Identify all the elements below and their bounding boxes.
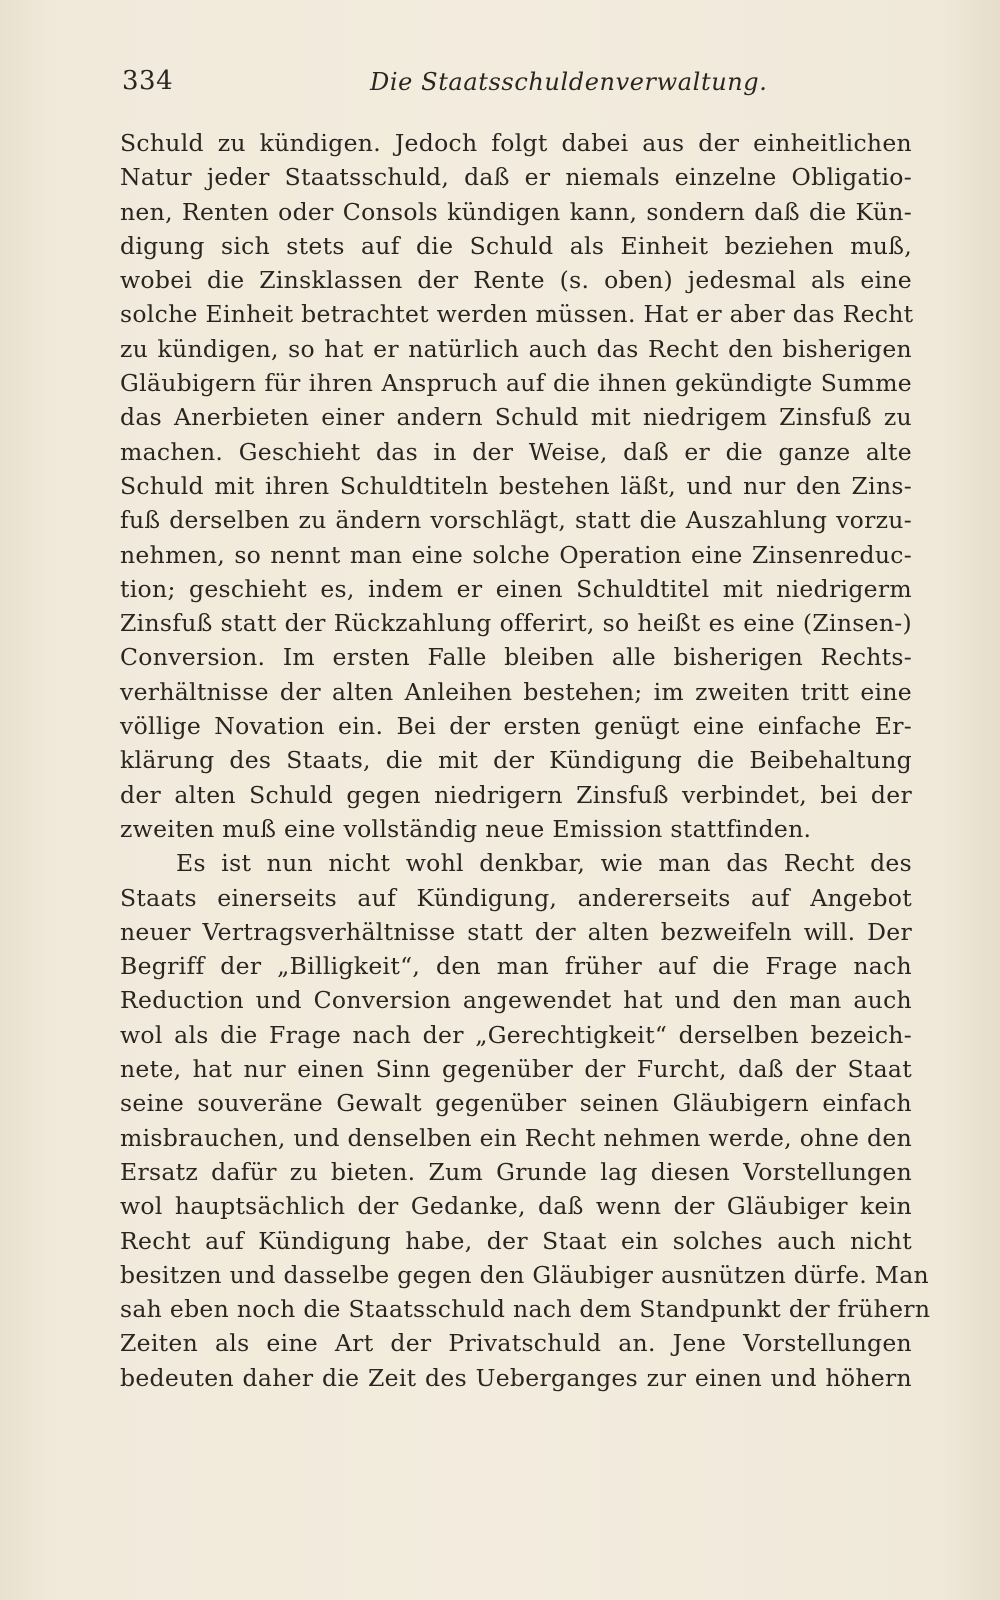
text-line: seine souveräne Gewalt gegenüber seinen Gläubigern einfach xyxy=(120,1089,912,1118)
text-line: Ersatz dafür zu bieten. Zum Grunde lag diesen Vorstellungen xyxy=(120,1157,912,1186)
text-line: Conversion. Im ersten Falle bleiben alle bisherigen Rechts- xyxy=(120,643,912,672)
text-line: der alten Schuld gegen niedrigern Zinsfuß verbindet, bei der xyxy=(120,780,912,809)
text-line: völlige Novation ein. Bei der ersten genügt eine einfache Er- xyxy=(120,712,912,741)
text-line: wol hauptsächlich der Gedanke, daß wenn der Gläubiger kein xyxy=(120,1192,912,1221)
body-text xyxy=(120,126,931,1395)
text-line: misbrauchen, und denselben ein Recht nehmen werde, ohne den xyxy=(120,1123,913,1152)
page-number: 334 xyxy=(122,66,174,96)
paragraph-start-line: Es ist nun nicht wohl denkbar, wie man das Recht des xyxy=(176,849,912,878)
text-line: wol als die Frage nach der „Gerechtigkeit“ derselben bezeich- xyxy=(120,1020,912,1049)
text-line: Reduction und Conversion angewendet hat und den man auch xyxy=(120,986,912,1015)
text-line: zu kündigen, so hat er natürlich auch das Recht den bisherigen xyxy=(120,334,912,363)
text-line: solche Einheit betrachtet werden müssen. Hat er aber das Recht xyxy=(120,300,914,329)
running-title: Die Staatsschuldenverwaltung. xyxy=(370,68,768,96)
text-line: fuß derselben zu ändern vorschlägt, statt die Auszahlung vorzu- xyxy=(120,506,912,535)
text-line: digung sich stets auf die Schuld als Einheit beziehen muß, xyxy=(120,231,912,260)
text-line: klärung des Staats, die mit der Kündigung die Beibehaltung xyxy=(120,746,912,775)
text-line: Recht auf Kündigung habe, der Staat ein solches auch nicht xyxy=(120,1226,912,1255)
text-line: Schuld zu kündigen. Jedoch folgt dabei aus der einheitlichen xyxy=(120,129,912,157)
text-line: Natur jeder Staatsschuld, daß er niemals einzelne Obligatio- xyxy=(120,163,912,192)
text-line: neuer Vertragsverhältnisse statt der alten bezweifeln will. Der xyxy=(120,917,912,946)
text-line: Schuld mit ihren Schuldtiteln bestehen läßt, und nur den Zins- xyxy=(120,471,912,500)
text-line: nete, hat nur einen Sinn gegenüber der Furcht, daß der Staat xyxy=(120,1055,912,1084)
text-line: Gläubigern für ihren Anspruch auf die ihnen gekündigte Summe xyxy=(120,369,912,398)
text-line: nehmen, so nennt man eine solche Operation eine Zinsenreduc- xyxy=(120,540,912,569)
text-line: Staats einerseits auf Kündigung, andererseits auf Angebot xyxy=(120,883,912,912)
text-line: Zeiten als eine Art der Privatschuld an. Jene Vorstellungen xyxy=(120,1329,912,1358)
text-line: nen, Renten oder Consols kündigen kann, sondern daß die Kün- xyxy=(120,197,912,226)
text-line: machen. Geschieht das in der Weise, daß er die ganze alte xyxy=(120,437,912,466)
text-line: wobei die Zinsklassen der Rente (s. oben) jedesmal als eine xyxy=(120,266,912,295)
text-line: besitzen und dasselbe gegen den Gläubiger ausnützen dürfe. Man xyxy=(120,1260,929,1289)
text-line: verhältnisse der alten Anleihen bestehen; im zweiten tritt eine xyxy=(120,677,912,706)
text-line: tion; geschieht es, indem er einen Schuldtitel mit niedrigerm xyxy=(120,574,912,603)
text-line: Begriff der „Billigkeit“, den man früher auf die Frage nach xyxy=(120,952,912,981)
paragraph-end-line: zweiten muß eine vollständig neue Emission stattfinden. xyxy=(120,814,812,843)
page-header xyxy=(122,66,912,106)
text-line: sah eben noch die Staatsschuld nach dem Standpunkt der frühern xyxy=(120,1295,931,1324)
text-line: Zinsfuß statt der Rückzahlung offerirt, so heißt es eine (Zinsen-) xyxy=(120,609,912,638)
text-line: das Anerbieten einer andern Schuld mit niedrigem Zinsfuß zu xyxy=(120,403,912,432)
text-line: bedeuten daher die Zeit des Ueberganges zur einen und höhern xyxy=(120,1363,912,1392)
